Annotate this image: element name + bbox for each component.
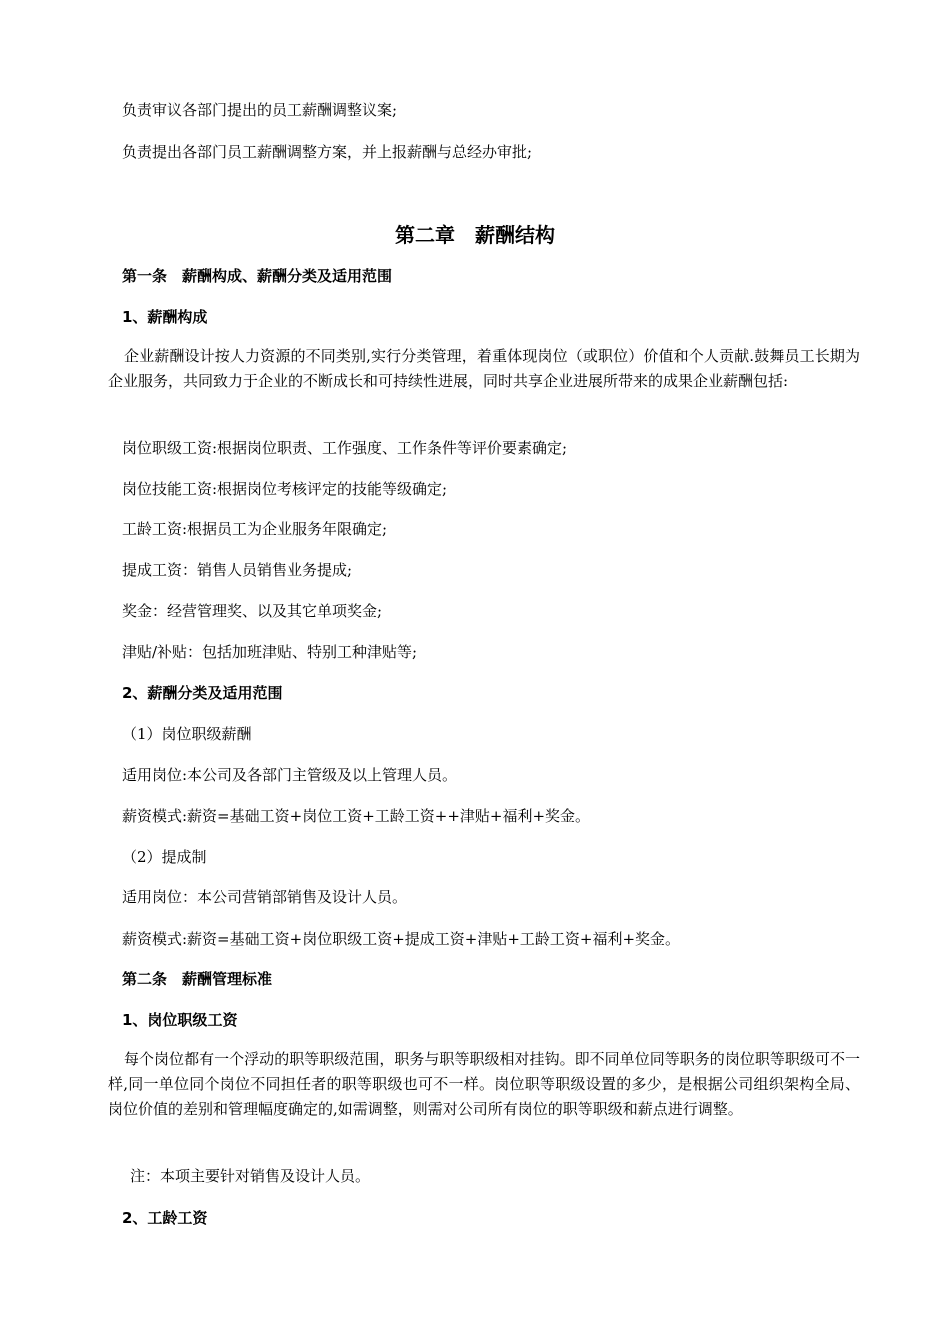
duty-line-1: 负责审议各部门提出的员工薪酬调整议案; (122, 101, 398, 119)
salary-composition-intro: 企业薪酬设计按人力资源的不同类别,实行分类管理，着重体现岗位（或职位）价值和个人贡献.鼓舞员工长期为企业服务，共同致力于企业的不断成长和可持续性进展，同时共享企业进展所带来的成果企业薪酬包括: (108, 347, 860, 390)
salary-item-2: 岗位技能工资:根据岗位考核评定的技能等级确定; (122, 480, 448, 498)
chapter-title: 第二章 薪酬结构 (395, 223, 555, 247)
salary-item-1: 岗位职级工资:根据岗位职责、工作强度、工作条件等评价要素确定; (122, 439, 568, 457)
article-2-heading: 第二条 薪酬管理标准 (122, 970, 273, 988)
article-1-heading: 第一条 薪酬构成、薪酬分类及适用范围 (122, 267, 393, 285)
salary-item-3: 工龄工资:根据员工为企业服务年限确定; (122, 520, 388, 538)
category-1-title: （1）岗位职级薪酬 (122, 725, 252, 743)
duty-line-2: 负责提出各部门员工薪酬调整方案，并上报薪酬与总经办审批; (122, 143, 533, 161)
section-heading-seniority-salary: 2、工龄工资 (122, 1209, 208, 1227)
salary-item-6: 津贴/补贴：包括加班津贴、特别工种津贴等; (122, 643, 418, 661)
category-2-scope: 适用岗位：本公司营销部销售及设计人员。 (122, 888, 408, 906)
category-1-model: 薪资模式:薪资=基础工资+岗位工资+工龄工资++津贴+福利+奖金。 (122, 807, 591, 825)
section-heading-salary-category: 2、薪酬分类及适用范围 (122, 684, 283, 702)
position-grade-body: 每个岗位都有一个浮动的职等职级范围，职务与职等职级相对挂钩。即不同单位同等职务的岗位职等职级可不一样,同一单位同个岗位不同担任者的职等职级也可不一样。岗位职等职级设置的多少，是根据公司组织架构全局、岗位价值的差别和管理幅度确定的,如需调整，则需对公司所有岗位的职等职级和薪点进行调整。 (108, 1050, 860, 1118)
section-heading-salary-composition: 1、薪酬构成 (122, 308, 208, 326)
category-2-model: 薪资模式:薪资=基础工资+岗位职级工资+提成工资+津贴+工龄工资+福利+奖金。 (122, 930, 681, 948)
category-2-title: （2）提成制 (122, 848, 207, 866)
salary-item-5: 奖金：经营管理奖、以及其它单项奖金; (122, 602, 383, 620)
section-heading-position-grade-salary: 1、岗位职级工资 (122, 1011, 238, 1029)
category-1-scope: 适用岗位:本公司及各部门主管级及以上管理人员。 (122, 766, 458, 784)
note-text: 注：本项主要针对销售及设计人员。 (130, 1167, 371, 1185)
salary-item-4: 提成工资：销售人员销售业务提成; (122, 561, 353, 579)
